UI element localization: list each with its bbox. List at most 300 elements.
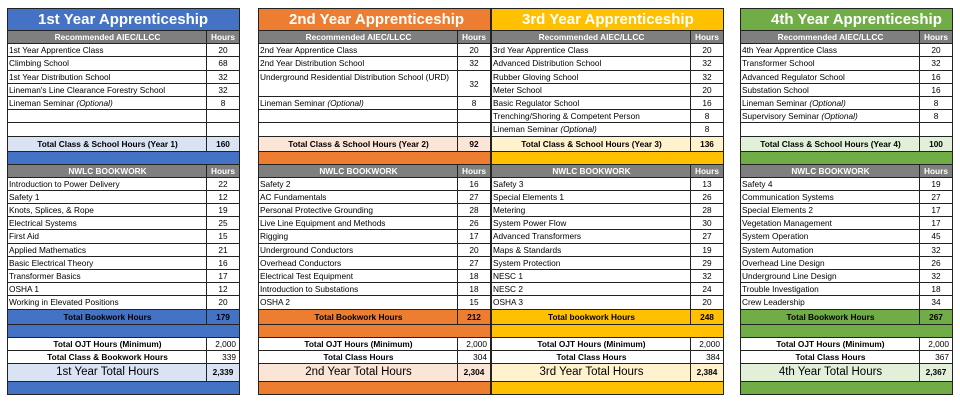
bookwork-row-label: Safety 1 (8, 191, 207, 203)
bookwork-row (8, 296, 239, 309)
school-row-label: Climbing School (8, 57, 207, 69)
bookwork-row (8, 270, 239, 283)
bookwork-row (8, 178, 239, 191)
bookwork-row (259, 204, 490, 217)
bookwork-row-label: System Protection (492, 257, 691, 269)
bookwork-row-hours: 18 (469, 284, 479, 295)
bookwork-row-label: Special Elements 2 (741, 204, 920, 216)
bookwork-row-hours: 27 (469, 257, 479, 268)
school-row (8, 110, 239, 123)
course-name: Lineman Seminar (742, 97, 808, 108)
bookwork-row-hours: 34 (931, 297, 941, 308)
optional-note: (Optional) (76, 97, 113, 108)
bookwork-row-label: First Aid (8, 230, 207, 242)
school-row (492, 84, 723, 97)
grand-total-row-label: 1st Year Total Hours (8, 364, 207, 381)
bookwork-row (8, 257, 239, 270)
school-row-label (259, 97, 458, 109)
bookwork-total-row (741, 310, 952, 325)
grand-total-row (8, 364, 239, 382)
school-row (492, 71, 723, 84)
school-row-hours: 32 (469, 78, 479, 89)
bookwork-row-hours: 16 (469, 178, 479, 189)
bookwork-row-hours: 17 (469, 231, 479, 242)
school-row (741, 97, 952, 110)
year-4-panel (740, 8, 953, 395)
bookwork-row-hours: 19 (931, 178, 941, 189)
bookwork-row-label: Safety 2 (259, 178, 458, 190)
bookwork-row-hours: 24 (702, 284, 712, 295)
school-row-label (8, 110, 207, 122)
ojt-row (259, 338, 490, 351)
divider-bar (492, 325, 723, 338)
ojt-row-hours: 2,000 (466, 338, 487, 349)
year-3-panel (491, 8, 724, 395)
bookwork-row-label: Rigging (259, 230, 458, 242)
divider-bar (8, 152, 239, 165)
panel-title: 3rd Year Apprenticeship (492, 9, 723, 31)
ojt-row (492, 338, 723, 351)
bookwork-row-label: OSHA 3 (492, 296, 691, 308)
bookwork-total-row (492, 310, 723, 325)
school-row-label: Trenching/Shoring & Competent Person (492, 110, 691, 122)
bookwork-row (741, 217, 952, 230)
school-row-hours: 8 (704, 124, 710, 135)
bookwork-total-row-label: Total Bookwork Hours (741, 310, 920, 324)
school-total-row (741, 137, 952, 152)
optional-note: (Optional) (560, 124, 597, 135)
bookwork-row-label: Crew Leadership (741, 296, 920, 308)
bookwork-row-hours: 17 (931, 218, 941, 229)
optional-note: (Optional) (327, 97, 364, 108)
school-row (8, 44, 239, 57)
school-row-hours (458, 110, 490, 122)
school-row-hours: 8 (704, 111, 710, 122)
year-1-panel (7, 8, 240, 395)
footer-bar (8, 382, 239, 394)
school-row (492, 57, 723, 70)
bookwork-row-label: Trouble Investigation (741, 283, 920, 295)
school-row-label: Basic Regulator School (492, 97, 691, 109)
bookwork-row-hours: 21 (218, 244, 228, 255)
bookwork-row-hours: 20 (218, 297, 228, 308)
school-total-row (8, 137, 239, 152)
bookwork-total-row (259, 310, 490, 325)
bookwork-row-hours: 32 (931, 271, 941, 281)
bookwork-row-label: Personal Protective Grounding (259, 204, 458, 216)
school-row-label (492, 123, 691, 135)
bookwork-row (741, 296, 952, 309)
school-row-label: 4th Year Apprentice Class (741, 44, 920, 56)
school-row (741, 110, 952, 123)
school-row (741, 71, 952, 84)
course-name: Supervisory Seminar (742, 111, 820, 122)
bookwork-row (741, 191, 952, 204)
bookwork-row-hours: 29 (702, 257, 712, 268)
school-total-row-label: Total Class & School Hours (Year 1) (8, 137, 207, 151)
bookwork-row-label: Knots, Splices, & Rope (8, 204, 207, 216)
class-total-row-label: Total Class Hours (492, 351, 691, 363)
bookwork-row (259, 270, 490, 283)
school-row-label: Rubber Gloving School (492, 71, 691, 83)
bookwork-row-hours: 26 (469, 218, 479, 229)
divider-bar (259, 152, 490, 165)
school-row-label (741, 123, 920, 135)
school-row (259, 57, 490, 70)
bookwork-row (8, 217, 239, 230)
bookwork-row-hours: 13 (702, 178, 712, 189)
bookwork-row-label: Metering (492, 204, 691, 216)
bookwork-row-hours: 19 (218, 205, 228, 216)
bookwork-row-hours: 20 (469, 244, 479, 255)
class-total-row-label: Total Class Hours (741, 351, 920, 363)
footer-bar (741, 382, 952, 394)
bookwork-row-label: AC Fundamentals (259, 191, 458, 203)
bookwork-header-label: NWLC BOOKWORK (741, 165, 920, 177)
bookwork-row-label: Overhead Conductors (259, 257, 458, 269)
school-row-hours: 68 (218, 58, 228, 69)
divider-bar (741, 152, 952, 165)
bookwork-total-row (8, 310, 239, 325)
year-2-panel (258, 8, 491, 395)
bookwork-row-hours: 12 (218, 191, 228, 202)
school-row (8, 84, 239, 97)
school-total-row-label: Total Class & School Hours (Year 3) (492, 137, 691, 151)
school-row-hours: 8 (220, 97, 226, 108)
bookwork-row (259, 178, 490, 191)
bookwork-total-row-hours: 267 (929, 311, 943, 322)
bookwork-row-hours: 25 (218, 218, 228, 229)
bookwork-row-label: Introduction to Substations (259, 283, 458, 295)
class-total-row-label: Total Class & Bookwork Hours (8, 351, 207, 363)
grand-total-row (259, 364, 490, 382)
school-row (8, 57, 239, 70)
school-row-hours: 8 (471, 97, 477, 108)
bookwork-row-label: System Power Flow (492, 217, 691, 229)
bookwork-row-label: Basic Electrical Theory (8, 257, 207, 269)
bookwork-row-label: NESC 1 (492, 270, 691, 282)
bookwork-row-label: Applied Mathematics (8, 244, 207, 256)
school-total-row-hours: 160 (216, 138, 230, 149)
bookwork-row-hours: 28 (469, 205, 479, 216)
panel-title: 2nd Year Apprenticeship (259, 9, 490, 31)
school-row-label: 2nd Year Apprentice Class (259, 44, 458, 56)
school-row-hours (458, 123, 490, 135)
school-total-row-hours: 92 (469, 138, 479, 149)
divider-bar (259, 325, 490, 338)
bookwork-row-hours: 26 (702, 191, 712, 202)
bookwork-header-hours: Hours (211, 165, 235, 176)
school-row (259, 110, 490, 123)
bookwork-row (259, 257, 490, 270)
school-header-hours: Hours (924, 32, 948, 42)
bookwork-row (8, 191, 239, 204)
bookwork-row (492, 204, 723, 217)
bookwork-row-label: Communication Systems (741, 191, 920, 203)
school-row (741, 44, 952, 57)
bookwork-row-label: OSHA 2 (259, 296, 458, 308)
ojt-row (8, 338, 239, 351)
school-row (741, 123, 952, 136)
school-total-row (492, 137, 723, 152)
bookwork-row-hours: 26 (931, 257, 941, 268)
school-row-hours: 32 (702, 58, 712, 69)
school-header-label: Recommended AIEC/LLCC (741, 31, 920, 43)
bookwork-total-row-hours: 248 (700, 311, 714, 322)
school-row-hours (920, 123, 952, 135)
bookwork-header-label: NWLC BOOKWORK (259, 165, 458, 177)
school-row-hours: 32 (702, 71, 712, 82)
bookwork-row-label: Maps & Standards (492, 244, 691, 256)
bookwork-row (8, 244, 239, 257)
bookwork-row-label: OSHA 1 (8, 283, 207, 295)
class-total-row-hours: 367 (935, 351, 949, 362)
bookwork-total-row-label: Total Bookwork Hours (259, 310, 458, 324)
class-total-row (492, 351, 723, 364)
school-row-hours: 32 (931, 58, 941, 69)
bookwork-row (492, 270, 723, 283)
bookwork-row (492, 217, 723, 230)
divider-bar (492, 152, 723, 165)
school-row-label: Substation School (741, 84, 920, 96)
grand-total-row (741, 364, 952, 382)
bookwork-row-hours: 12 (218, 284, 228, 295)
bookwork-row-hours: 28 (702, 205, 712, 216)
class-total-row (259, 351, 490, 364)
class-total-row-hours: 384 (706, 351, 720, 362)
school-row-label (259, 123, 458, 135)
school-row-label: Advanced Regulator School (741, 71, 920, 83)
school-row-label (741, 110, 920, 122)
bookwork-row-label: Advanced Transformers (492, 230, 691, 242)
school-row (741, 57, 952, 70)
ojt-row-label: Total OJT Hours (Minimum) (259, 338, 458, 350)
school-row (259, 71, 490, 97)
bookwork-row (259, 244, 490, 257)
divider-bar (741, 325, 952, 338)
school-row (8, 123, 239, 136)
bookwork-row (741, 270, 952, 283)
school-row-hours: 8 (933, 111, 939, 122)
school-header (259, 31, 490, 44)
class-total-row-label: Total Class Hours (259, 351, 458, 363)
school-header-label: Recommended AIEC/LLCC (492, 31, 691, 43)
bookwork-header-label: NWLC BOOKWORK (8, 165, 207, 177)
school-header (492, 31, 723, 44)
bookwork-row-hours: 16 (218, 257, 228, 268)
bookwork-total-row-label: Total bookwork Hours (492, 310, 691, 324)
bookwork-row (741, 230, 952, 243)
school-header (741, 31, 952, 44)
bookwork-total-row-label: Total Bookwork Hours (8, 310, 207, 324)
panel-title: 1st Year Apprenticeship (8, 9, 239, 31)
bookwork-row (8, 283, 239, 296)
class-total-row-hours: 339 (222, 351, 236, 362)
school-row-label: Underground Residential Distribution School (URD) (259, 71, 458, 96)
school-row (492, 123, 723, 136)
bookwork-row-hours: 18 (931, 284, 941, 295)
bookwork-row-label: Transformer Basics (8, 270, 207, 282)
bookwork-row (259, 191, 490, 204)
bookwork-header-hours: Hours (695, 165, 719, 176)
bookwork-row (741, 244, 952, 257)
bookwork-row (741, 204, 952, 217)
school-row-label: 2nd Year Distribution School (259, 57, 458, 69)
course-name: Lineman Seminar (9, 97, 75, 108)
bookwork-row (8, 204, 239, 217)
school-row (8, 71, 239, 84)
bookwork-row-label: Safety 4 (741, 178, 920, 190)
bookwork-row (492, 178, 723, 191)
bookwork-header (259, 165, 490, 178)
course-name: Lineman Seminar (493, 124, 559, 135)
bookwork-header-hours: Hours (924, 165, 948, 176)
bookwork-row-label: Electrical Systems (8, 217, 207, 229)
bookwork-row (259, 283, 490, 296)
class-total-row-hours: 304 (473, 351, 487, 362)
school-total-row-hours: 136 (700, 138, 714, 149)
bookwork-header (492, 165, 723, 178)
bookwork-row (492, 296, 723, 309)
school-row-label: 1st Year Apprentice Class (8, 44, 207, 56)
school-row-label: Meter School (492, 84, 691, 96)
footer-bar (259, 382, 490, 394)
school-header-hours: Hours (695, 32, 719, 42)
school-header-hours: Hours (211, 32, 235, 42)
school-total-row-hours: 100 (929, 138, 943, 149)
school-header-label: Recommended AIEC/LLCC (259, 31, 458, 43)
bookwork-row-hours: 20 (702, 297, 712, 308)
school-row-label (259, 110, 458, 122)
school-row (259, 97, 490, 110)
bookwork-row (492, 257, 723, 270)
school-row-label: 3rd Year Apprentice Class (492, 44, 691, 56)
bookwork-row-hours: 45 (931, 231, 941, 242)
course-name: Lineman Seminar (260, 97, 326, 108)
bookwork-row-label: Vegetation Management (741, 217, 920, 229)
school-row (492, 110, 723, 123)
bookwork-row-hours: 17 (931, 205, 941, 216)
bookwork-row-hours: 15 (218, 231, 228, 242)
bookwork-row-hours: 19 (702, 244, 712, 255)
grand-total-row-hours: 2,304 (463, 366, 485, 377)
bookwork-row-hours: 17 (218, 271, 228, 281)
school-total-row-label: Total Class & School Hours (Year 4) (741, 137, 920, 151)
ojt-row-label: Total OJT Hours (Minimum) (492, 338, 691, 350)
ojt-row-hours: 2,000 (699, 338, 720, 349)
bookwork-row (259, 230, 490, 243)
bookwork-row (259, 296, 490, 309)
footer-bar (492, 382, 723, 394)
bookwork-row-hours: 32 (931, 244, 941, 255)
school-row (8, 97, 239, 110)
bookwork-row-hours: 27 (469, 191, 479, 202)
grand-total-row-hours: 2,384 (696, 366, 718, 377)
school-row-hours: 16 (702, 97, 712, 108)
bookwork-row (741, 178, 952, 191)
bookwork-row-label: System Automation (741, 244, 920, 256)
bookwork-row-label: Working in Elevated Positions (8, 296, 207, 308)
optional-note: (Optional) (809, 97, 846, 108)
grand-total-row-label: 3rd Year Total Hours (492, 364, 691, 381)
school-header (8, 31, 239, 44)
bookwork-row-label: Safety 3 (492, 178, 691, 190)
grand-total-row-hours: 2,339 (212, 366, 234, 377)
grand-total-row (492, 364, 723, 382)
school-row-hours: 20 (469, 45, 479, 56)
divider-bar (8, 325, 239, 338)
school-row (741, 84, 952, 97)
school-row-hours: 20 (931, 45, 941, 56)
school-row-label: Transformer School (741, 57, 920, 69)
bookwork-header-hours: Hours (462, 165, 486, 176)
bookwork-row-label: Underground Conductors (259, 244, 458, 256)
class-total-row (8, 351, 239, 364)
school-row-hours: 32 (218, 71, 228, 82)
optional-note: (Optional) (821, 111, 858, 122)
ojt-row-hours: 2,000 (928, 338, 949, 349)
school-row-label (8, 123, 207, 135)
school-total-row (259, 137, 490, 152)
school-header-label: Recommended AIEC/LLCC (8, 31, 207, 43)
grand-total-row-label: 4th Year Total Hours (741, 364, 920, 381)
school-row (259, 123, 490, 136)
ojt-row-hours: 2,000 (215, 338, 236, 349)
panel-title: 4th Year Apprenticeship (741, 9, 952, 31)
ojt-row-label: Total OJT Hours (Minimum) (8, 338, 207, 350)
bookwork-row-label: Special Elements 1 (492, 191, 691, 203)
bookwork-header (8, 165, 239, 178)
ojt-row (741, 338, 952, 351)
school-row-hours (207, 123, 239, 135)
school-row (259, 44, 490, 57)
bookwork-row-label: System Operation (741, 230, 920, 242)
school-row-hours: 20 (702, 84, 712, 95)
school-row-hours: 32 (469, 58, 479, 69)
school-row (492, 44, 723, 57)
bookwork-row-label: Overhead Line Design (741, 257, 920, 269)
school-total-row-label: Total Class & School Hours (Year 2) (259, 137, 458, 151)
bookwork-row-label: Underground Line Design (741, 270, 920, 282)
school-row-hours: 16 (931, 84, 941, 95)
bookwork-row-hours: 15 (469, 297, 479, 308)
bookwork-header (741, 165, 952, 178)
school-row-hours: 20 (218, 45, 228, 56)
school-row-label: Advanced Distribution School (492, 57, 691, 69)
bookwork-row-hours: 27 (931, 191, 941, 202)
bookwork-row (259, 217, 490, 230)
bookwork-header-label: NWLC BOOKWORK (492, 165, 691, 177)
bookwork-row-hours: 22 (218, 178, 228, 189)
grand-total-row-label: 2nd Year Total Hours (259, 364, 458, 381)
bookwork-total-row-hours: 179 (216, 311, 230, 322)
grand-total-row-hours: 2,367 (925, 366, 947, 377)
school-row-hours: 20 (702, 45, 712, 56)
bookwork-row (8, 230, 239, 243)
school-row-hours: 16 (931, 71, 941, 82)
school-row (492, 97, 723, 110)
bookwork-row (492, 244, 723, 257)
bookwork-row-label: Live Line Equipment and Methods (259, 217, 458, 229)
bookwork-row-label: Introduction to Power Delivery (8, 178, 207, 190)
bookwork-row-label: NESC 2 (492, 283, 691, 295)
bookwork-row (492, 230, 723, 243)
school-row-label: 1st Year Distribution School (8, 71, 207, 83)
bookwork-row-label: Electrical Test Equipment (259, 270, 458, 282)
bookwork-row (492, 191, 723, 204)
bookwork-row (741, 283, 952, 296)
bookwork-row-hours: 32 (702, 271, 712, 281)
